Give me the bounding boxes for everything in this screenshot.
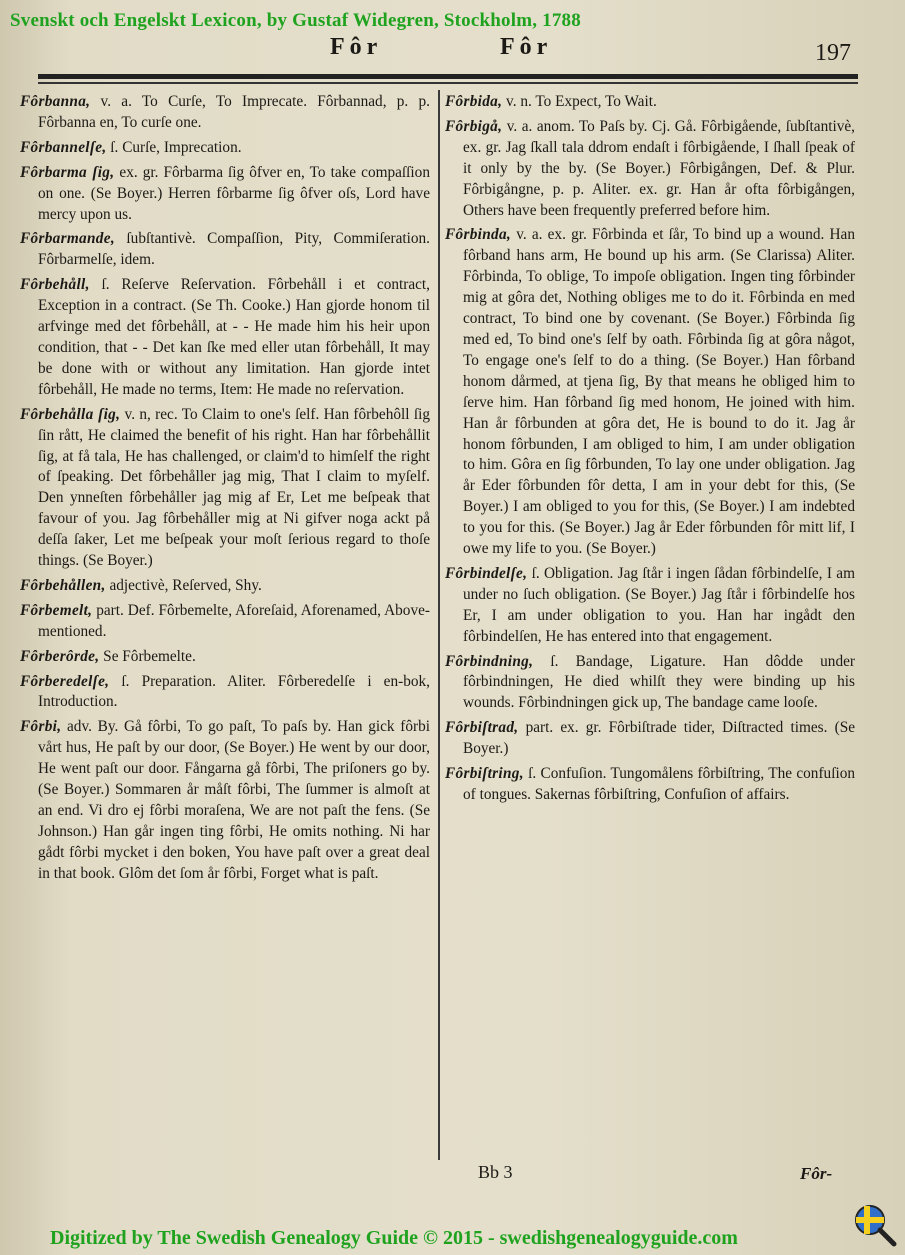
- running-head-right: Fôr: [500, 34, 553, 60]
- entry-headword: Fôrbemelt,: [20, 601, 93, 619]
- entry-headword: Fôrbarmande,: [20, 230, 115, 248]
- entry-definition: adjectivè, Reſerved, Shy.: [105, 576, 262, 594]
- dictionary-entry: [445, 718, 855, 760]
- watermark-footer: Digitized by The Swedish Genealogy Guide © 2015 - swedishgenealogyguide.com: [50, 1227, 738, 1249]
- dictionary-entry: [20, 576, 430, 597]
- entry-definition: adv. By. Gå fôrbi, To go paſt, To paſs by. Han gick fôrbi vårt hus, He paſt by our door, (Se Boyer.) He went by our door, He went paſt our door. Fångarna gå fôrbi, The priſoners go by. (Se Boyer.) Sommaren år måſt fôrbi, The ſummer is almoſt at an end. Vi dro ej fôrbi moraſena, We are not paſt the fens. (Se Johnson.) Han går ingen ting fôrbi, He omits nothing. Ni har gådt fôrbi mycket i den boken, You have paſt over a great deal in that book. Glôm det ſom år fôrbi, Forget what is paſt.: [38, 718, 430, 882]
- dictionary-entry: [445, 225, 855, 560]
- running-head-left: Fôr: [330, 34, 383, 60]
- dictionary-entry: [20, 92, 430, 134]
- catchword: Fôr-: [800, 1164, 833, 1183]
- entry-headword: Fôrbiſtring,: [445, 765, 524, 783]
- entry-definition: v. n, rec. To Claim to one's ſelf. Han fôrbehôll ſig ſin rått, He claimed the benefit of his right. Han har fôrbehållit ſig, at få tala, He has challenged, or claim'd to himſelf the right of ſpeaking. Det fôrbehåller jag mig, That I claim to myſelf. Den ynneſten fôrbehåller jag mig af Er, Let me beſpeak that favour of you. Jag fôrbehåller mig at Ni gifver noga ackt på deſſa ſaker, Let me beſpeak your moſt ſerious regard to thoſe things. (Se Boyer.): [38, 405, 430, 570]
- entry-headword: Fôrbida,: [445, 93, 503, 110]
- entry-definition: ſ. Bandage, Ligature. Han dôdde under fôrbindningen, He died whilſt they were binding up his wounds. Fôrbindningen gick up, The bandage came looſe.: [463, 652, 855, 712]
- entry-definition: ex. gr. Fôrbarma ſig ôfver en, To take compaſſion on one. (Se Boyer.) Herren fôrbarme ſig ôfver oſs, Lord have mercy upon us.: [38, 163, 430, 223]
- entry-definition: Se Fôrbemelte.: [99, 647, 196, 665]
- header-rule: [38, 74, 858, 79]
- entry-headword: Fôrberôrde,: [20, 647, 100, 665]
- entry-headword: Fôrbindelſe,: [445, 564, 528, 582]
- dictionary-entry: [445, 92, 855, 113]
- swedish-flag-magnifier-icon: [852, 1202, 898, 1248]
- entry-headword: Fôrberedelſe,: [20, 672, 110, 690]
- entry-headword: Fôrbehåll,: [20, 276, 90, 294]
- dictionary-entry: [20, 275, 430, 400]
- dictionary-entry: [445, 764, 855, 806]
- entry-headword: Fôrbinda,: [445, 226, 512, 244]
- column-divider: [438, 90, 440, 1160]
- entry-headword: Fôrbehållen,: [20, 576, 106, 594]
- entry-definition: ſ. Reſerve Reſervation. Fôrbehåll i et contract, Exception in a contract. (Se Th. Cooke.) Han gjorde honom til arfvinge med det fôrbehåll, at - - He made him his heir upon condition, that - - Det kan ſke med eller utan fôrbehåll, It may be done with or without any limitation. Han gjorde intet fôrbehåll, He made no terms, Item: He made no reſervation.: [38, 276, 430, 398]
- dictionary-entry: [20, 717, 430, 884]
- dictionary-entry: [20, 229, 430, 271]
- page-number: 197: [815, 40, 851, 66]
- header-rule-thin: [38, 82, 858, 84]
- entry-headword: Fôrbigå,: [445, 117, 503, 135]
- entry-headword: Fôrbarma ſig,: [20, 163, 115, 181]
- entry-definition: ſ. Confuſion. Tungomålens fôrbiſtring, The confuſion of tongues. Sakernas fôrbiſtring, Confuſion of affairs.: [463, 765, 855, 803]
- dictionary-entry: [20, 163, 430, 226]
- entry-headword: Fôrbanna,: [20, 93, 91, 110]
- dictionary-entry: [445, 117, 855, 222]
- entry-definition: part. Def. Fôrbemelte, Aforeſaid, Aforenamed, Above-mentioned.: [38, 601, 430, 640]
- right-column: [445, 92, 855, 810]
- dictionary-entry: [445, 564, 855, 648]
- entry-headword: Fôrbiſtrad,: [445, 719, 519, 737]
- dictionary-entry: [20, 138, 430, 159]
- entry-definition: v. a. ex. gr. Fôrbinda et ſår, To bind up a wound. Han fôrband hans arm, He bound up his arm. (Se Clarissa) Aliter. Fôrbinda, To oblige, To impoſe obligation. Ingen ting fôrbinder mig at gôra det, Nothing obliges me to do it. Fôrbinda en med contract, To bind one by covenant. (Se Boyer.) Fôrbinda ſig med ed, To bind one's ſelf by oath. Fôrbinda ſig at gôra något, To engage one's ſelf to do a thing. (Se Boyer.) Han fôrband honom dårmed, at tjena ſig, By that means he obliged him to ſerve him. Han fôrband ſig med honom, He joined with him. Han år fôrbunden at gôra det, He is bound to do it. Jag år honom fôrbunden, I am obliged to him, I am under obligation to him. Gôra en ſig fôrbunden, To lay one under obligation. Jag år Eder fôrbunden fôr detta, I am in your debt for this, (Se Boyer.) I am obliged to you for this, (Se Boyer.) I am indebted to you for this. (Se Boyer.) Jag år Eder fôrbunden fôr mitt lif, I owe my life to you. (Se Boyer.): [463, 226, 855, 558]
- watermark-title: Svenskt och Engelskt Lexicon, by Gustaf Widegren, Stockholm, 1788: [10, 10, 581, 31]
- entry-headword: Fôrbi,: [20, 718, 62, 736]
- dictionary-entry: [20, 672, 430, 714]
- entry-headword: Fôrbindning,: [445, 652, 534, 670]
- entry-headword: Fôrbehålla ſig,: [20, 405, 121, 423]
- signature-mark: Bb 3: [478, 1162, 513, 1182]
- dictionary-entry: [20, 647, 430, 668]
- entry-definition: ſ. Curſe, Imprecation.: [106, 138, 242, 156]
- entry-definition: v. n. To Expect, To Wait.: [502, 93, 657, 110]
- entry-definition: v. a. anom. To Paſs by. Cj. Gå. Fôrbigående, ſubſtantivè, ex. gr. Jag ſkall tala ddrom endaſt i fôrbigående, I ſhall ſpeak of it only by the by. (Se Boyer.) Fôrbigången, Def. & Plur. Fôrbigångne, p. p. Aliter. ex. gr. Han år ofta fôrbigången, Others have been frequently preferred before him.: [463, 117, 855, 219]
- entry-definition: ſubſtantivè. Compaſſion, Pity, Commiſeration. Fôrbarmelſe, idem.: [38, 230, 430, 269]
- entry-definition: ſ. Preparation. Aliter. Fôrberedelſe i en-bok, Introduction.: [38, 672, 430, 711]
- entry-headword: Fôrbannelſe,: [20, 138, 107, 156]
- dictionary-entry: [20, 405, 430, 572]
- dictionary-entry: [445, 652, 855, 715]
- entry-definition: part. ex. gr. Fôrbiſtrade tider, Diſtracted times. (Se Boyer.): [463, 719, 855, 758]
- entry-definition: ſ. Obligation. Jag ſtår i ingen ſådan fôrbindelſe, I am under no ſuch obligation. (Se Boyer.) Jag ſtår i fôrbindelſe hos Er, I am under obligation to you. Han har ingådt den fôrbindelſen, He has entered into that engagement.: [463, 564, 855, 645]
- entry-definition: v. a. To Curſe, To Imprecate. Fôrbannad, p. p. Fôrbanna en, To curſe one.: [38, 93, 430, 131]
- dictionary-entry: [20, 601, 430, 643]
- left-column: [20, 92, 430, 889]
